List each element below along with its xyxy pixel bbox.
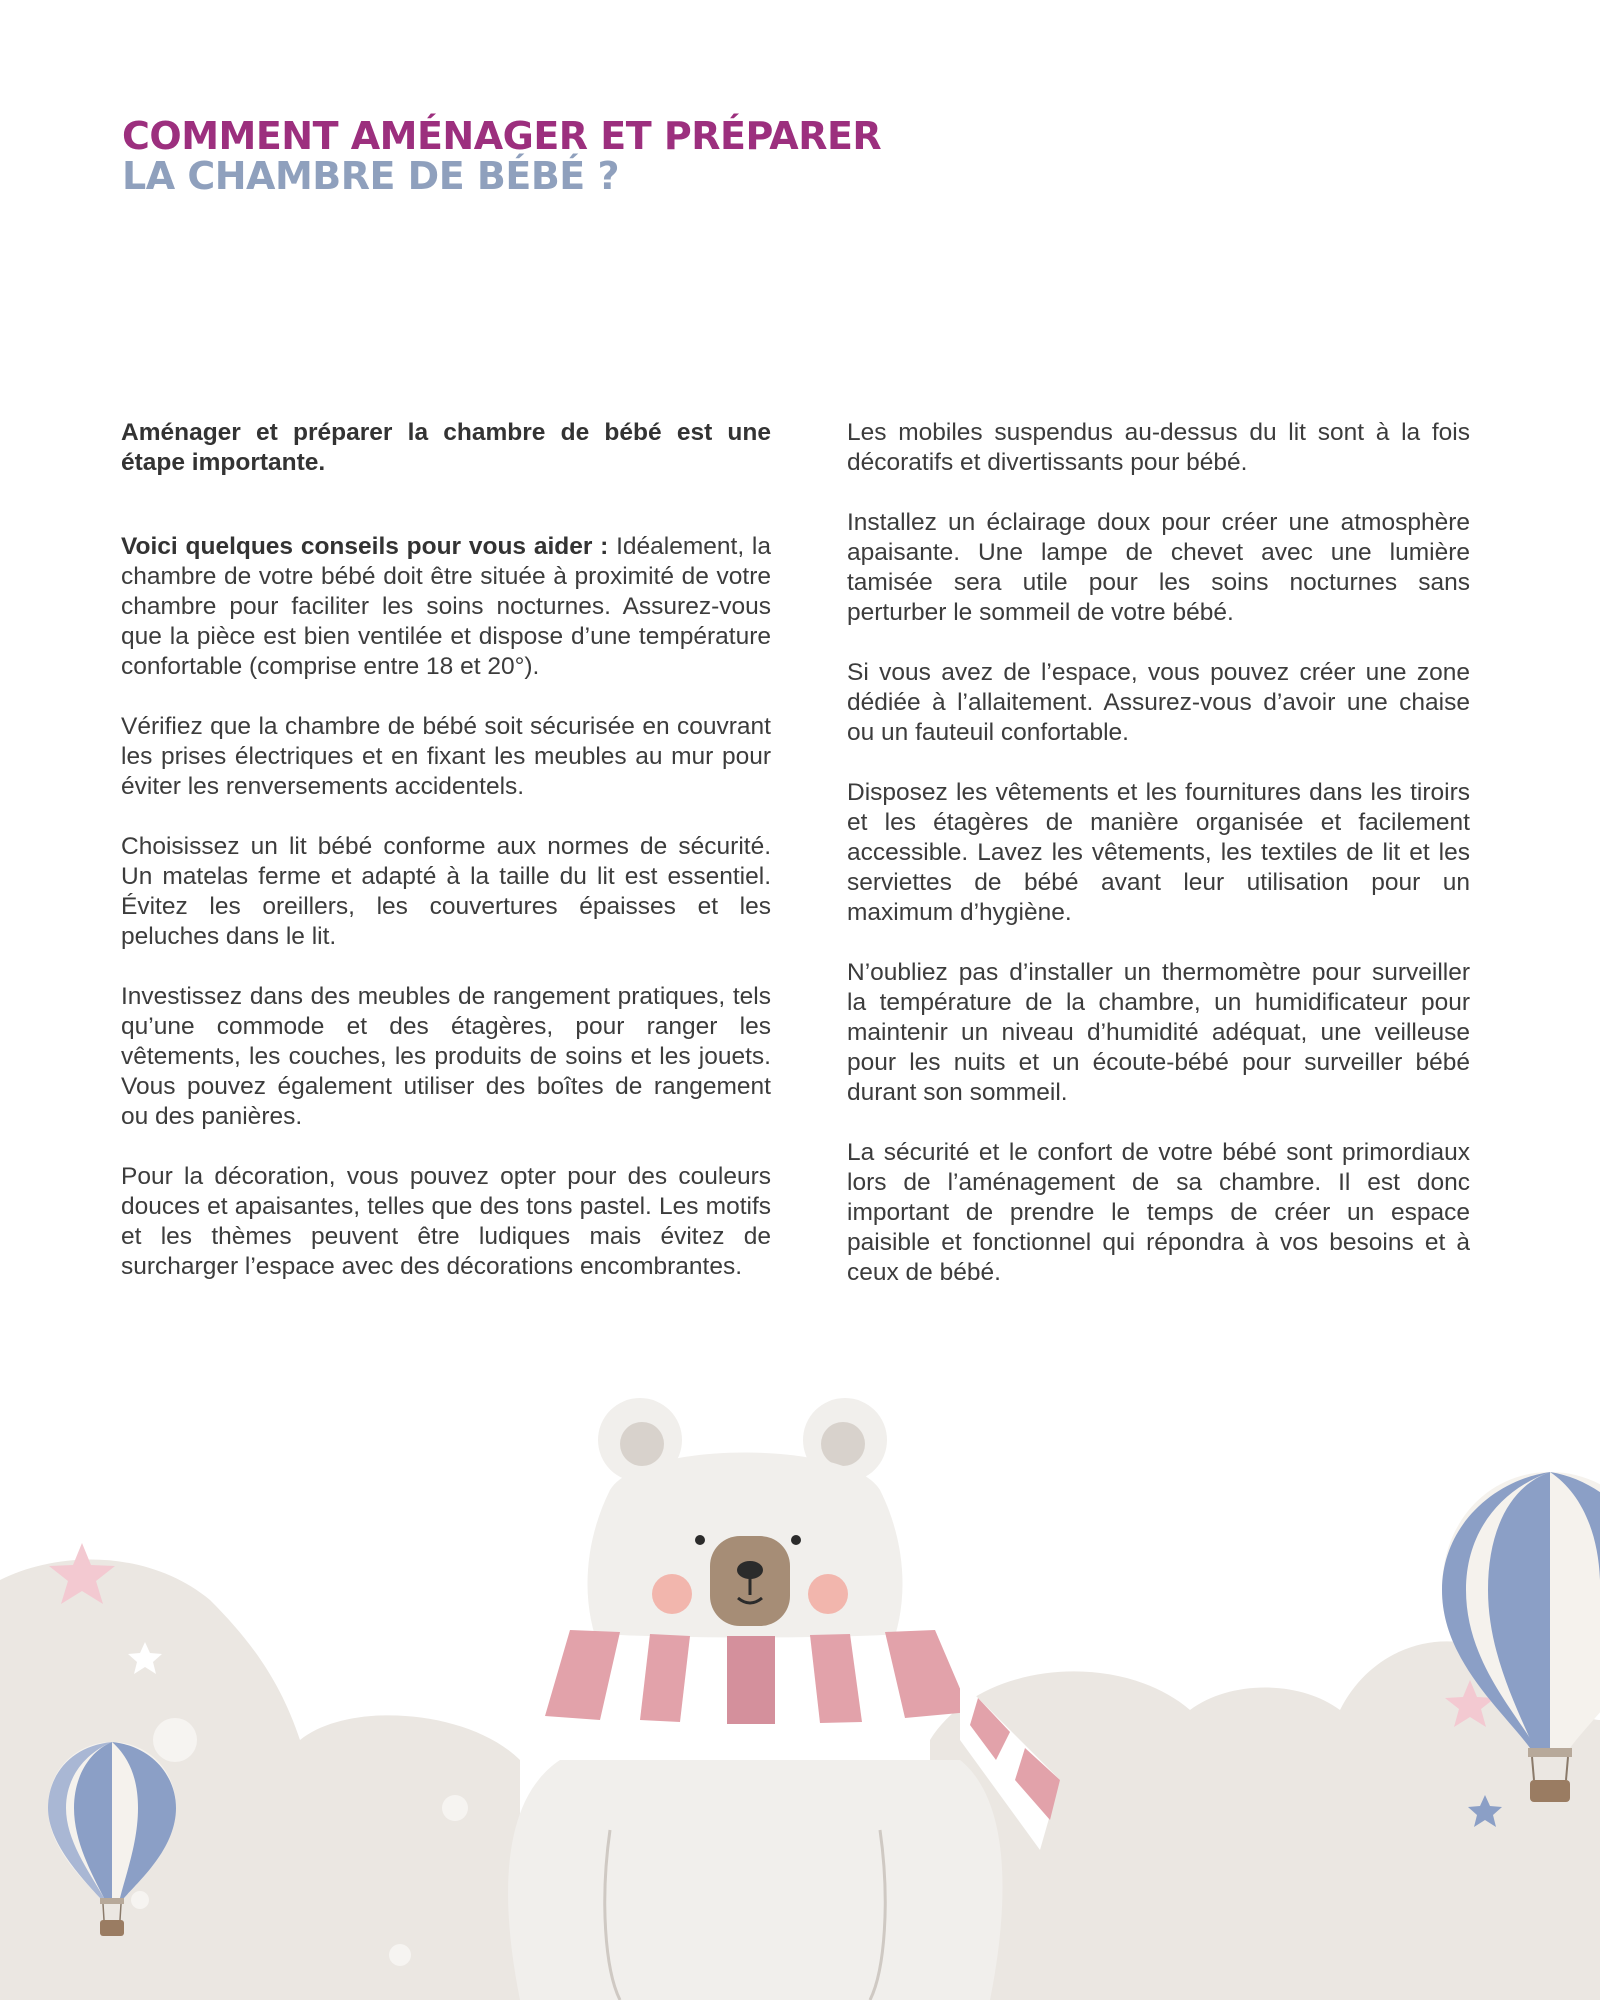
page-title <box>122 116 881 196</box>
paragraph-location <box>121 532 771 682</box>
paragraph-clothes: Disposez les vêtements et les fournitures dans les tiroirs et les étagères de manière organisée et facilement accessible. Lavez les vêtements, les textiles de lit et les serviettes de bébé avant leur utilisation pour un maximum d’hygiène. <box>847 779 1470 926</box>
paragraph-storage: Investissez dans des meubles de rangement pratiques, tels qu’une commode et des étagères, pour ranger les vêtements, les couches, les produits de soins et les jouets. Vous pouvez également utiliser des boîtes de rangement ou des panières. <box>121 983 771 1130</box>
paragraph-location-text: Idéalement, la chambre de votre bébé doit être située à proximité de votre chambre pour faciliter les soins nocturnes. Assurez-vous que la pièce est bien ventilée et dispose d’une température confortable (comprise entre 18 et 20°). <box>121 533 772 680</box>
paragraph-devices: N’oubliez pas d’installer un thermomètre pour surveiller la température de la chambre, un humidificateur pour maintenir un niveau d’humidité adéquat, une veilleuse pour les nuits et un écoute-bébé pour surveiller bébé durant son sommeil. <box>847 959 1470 1106</box>
paragraph-mobiles: Les mobiles suspendus au-dessus du lit sont à la fois décoratifs et divertissants pour bébé. <box>847 419 1470 476</box>
title-line-primary: COMMENT AMÉNAGER ET PRÉPARER <box>122 114 882 158</box>
left-column <box>121 418 771 1312</box>
paragraph-crib: Choisissez un lit bébé conforme aux normes de sécurité. Un matelas ferme et adapté à la taille du lit est essentiel. Évitez les oreillers, les couvertures épaisses et les peluches dans le lit. <box>121 833 771 950</box>
lead-paragraph: Aménager et préparer la chambre de bébé est une étape importante. <box>121 419 771 476</box>
right-column <box>847 418 1470 1318</box>
polar-bear <box>508 1398 1060 2000</box>
title-line-secondary: LA CHAMBRE DE BÉBÉ ? <box>122 154 620 198</box>
paragraph-lighting: Installez un éclairage doux pour créer une atmosphère apaisante. Une lampe de chevet avec une lumière tamisée sera utile pour les soins nocturnes sans perturber le sommeil de votre bébé. <box>847 509 1470 626</box>
paragraph-conclusion: La sécurité et le confort de votre bébé sont primordiaux lors de l’aménagement de sa chambre. Il est donc important de prendre le temps de créer un espace paisible et fonctionnel qui répondra à vos besoins et à ceux de bébé. <box>847 1139 1470 1286</box>
paragraph-safety: Vérifiez que la chambre de bébé soit sécurisée en couvrant les prises électriques et en fixant les meubles au mur pour éviter les renversements accidentels. <box>121 713 771 800</box>
nursery-illustration <box>0 1380 1600 2000</box>
tips-heading: Voici quelques conseils pour vous aider : <box>121 533 609 560</box>
bear-nose <box>737 1561 763 1579</box>
bear-eye-right <box>791 1535 801 1545</box>
paragraph-nursing: Si vous avez de l’espace, vous pouvez créer une zone dédiée à l’allaitement. Assurez-vous d’avoir une chaise ou un fauteuil confortable. <box>847 659 1470 746</box>
paragraph-decoration: Pour la décoration, vous pouvez opter pour des couleurs douces et apaisantes, telles que des tons pastel. Les motifs et les thèmes peuvent être ludiques mais évitez de surcharger l’espace avec des décorations encombrantes. <box>121 1163 771 1280</box>
bear-eye-left <box>695 1535 705 1545</box>
